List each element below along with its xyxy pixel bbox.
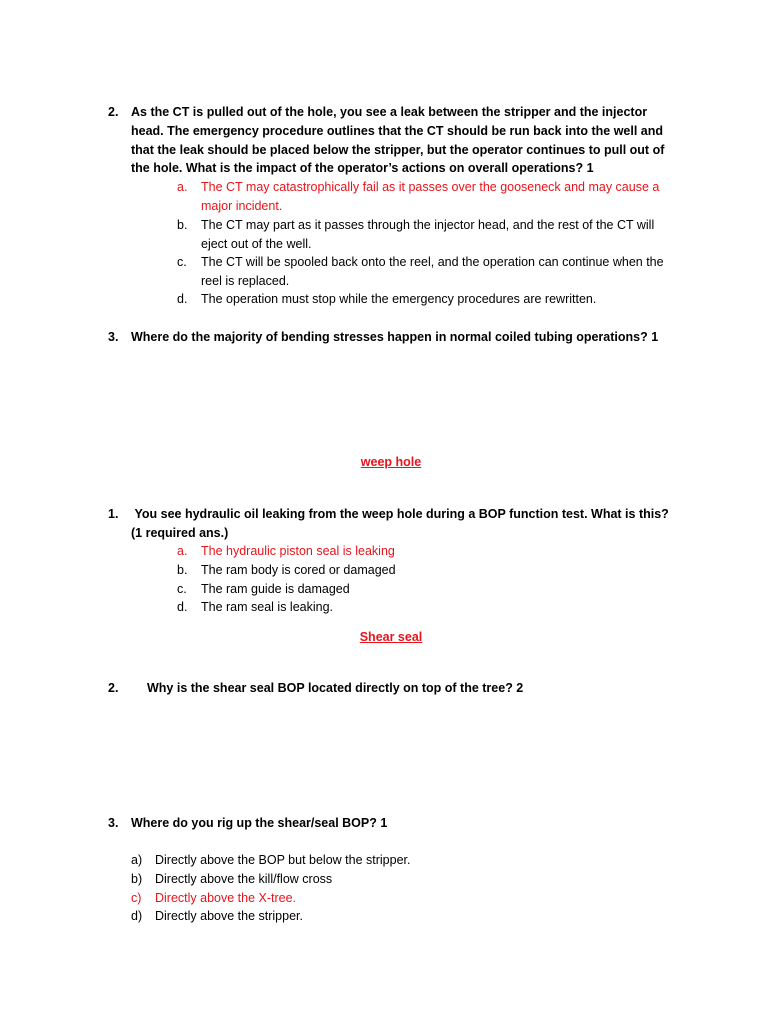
option-letter: a. <box>177 544 188 558</box>
answer-option <box>177 178 677 216</box>
option-text: The CT may part as it passes through the injector head, and the rest of the CT will eject out of the well. <box>201 218 655 251</box>
answer-option <box>177 598 627 617</box>
answer-option <box>177 253 677 291</box>
question-number: 3. <box>108 330 119 344</box>
option-letter: c. <box>177 582 187 596</box>
option-text: Directly above the kill/flow cross <box>155 872 333 886</box>
question-weep-hole <box>108 505 678 543</box>
option-letter: b. <box>177 218 188 232</box>
answer-option <box>177 580 627 599</box>
question-rig-up-shear-seal <box>108 814 678 833</box>
question-text: As the CT is pulled out of the hole, you see a leak between the stripper and the injector head. The emergency procedure outlines that the CT should be run back into the well and that the leak should be placed below the stripper, but the operator continues to pull out of the hole. What is the impact of the operator’s actions on overall operations? 1 <box>131 105 665 176</box>
answer-option <box>131 851 581 870</box>
option-letter: c) <box>131 891 142 905</box>
option-letter: b) <box>131 872 143 886</box>
option-letter: d. <box>177 292 188 306</box>
answer-option <box>177 561 627 580</box>
question-bending-stresses <box>108 328 678 347</box>
answer-option <box>177 290 677 309</box>
question-text: Why is the shear seal BOP located directly on top of the tree? 2 <box>147 681 524 695</box>
question-text: You see hydraulic oil leaking from the weep hole during a BOP function test. What is this? (1 required ans.) <box>131 507 673 540</box>
option-text: Directly above the X-tree. <box>155 891 297 905</box>
question-number: 3. <box>108 816 119 830</box>
question-text: Where do the majority of bending stresses happen in normal coiled tubing operations? 1 <box>131 330 659 344</box>
option-letter: a) <box>131 853 143 867</box>
option-text: The operation must stop while the emergency procedures are rewritten. <box>201 292 597 306</box>
option-letter: c. <box>177 255 187 269</box>
answer-option <box>131 870 581 889</box>
option-text: The ram body is cored or damaged <box>201 563 396 577</box>
option-text: The CT will be spooled back onto the reel, and the operation can continue when the reel is replaced. <box>201 255 664 288</box>
option-letter: a. <box>177 180 188 194</box>
option-text: The ram seal is leaking. <box>201 600 334 614</box>
option-letter: d) <box>131 909 143 923</box>
answer-option <box>177 542 627 561</box>
question-shear-seal-location <box>108 679 678 698</box>
question-ct-leak <box>108 103 678 179</box>
option-text: Directly above the BOP but below the stripper. <box>155 853 411 867</box>
answer-option <box>131 907 581 926</box>
answer-option <box>131 889 581 908</box>
question-number: 2. <box>108 681 119 695</box>
section-heading-shear-seal: Shear seal <box>359 630 423 644</box>
option-text: The CT may catastrophically fail as it passes over the gooseneck and may cause a major incident. <box>201 180 660 213</box>
answer-option <box>177 216 677 254</box>
question-text: Where do you rig up the shear/seal BOP? 1 <box>131 816 388 830</box>
option-letter: b. <box>177 563 188 577</box>
option-text: The ram guide is damaged <box>201 582 350 596</box>
question-number: 2. <box>108 105 119 119</box>
question-number: 1. <box>108 507 119 521</box>
option-text: The hydraulic piston seal is leaking <box>201 544 395 558</box>
option-text: Directly above the stripper. <box>155 909 303 923</box>
option-letter: d. <box>177 600 188 614</box>
section-heading-weep-hole: weep hole <box>360 455 422 469</box>
